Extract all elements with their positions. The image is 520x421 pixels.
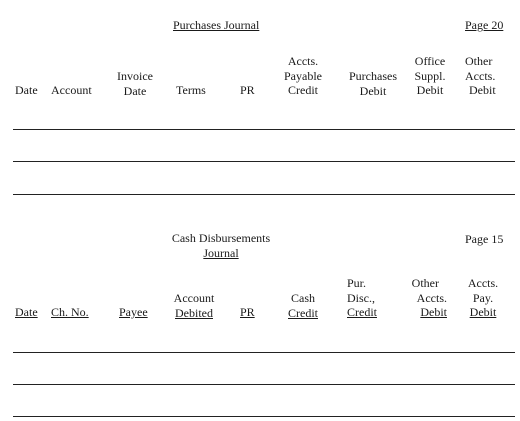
purchases-journal-page: Page 20 (465, 18, 504, 32)
entry-line (13, 416, 515, 417)
col-accts-payable-credit: Accts. Payable Credit (284, 54, 322, 97)
entry-line (13, 161, 515, 162)
entry-line (13, 384, 515, 385)
col-account: Account (51, 83, 92, 97)
entry-line (13, 129, 515, 130)
col-other-accts-debit: Other Accts. Debit (411, 276, 447, 319)
col-account-debited: Account Debited (173, 291, 215, 320)
col-accts-payable-debit: Accts. Pay. Debit (467, 276, 499, 319)
col-payee: Payee (119, 305, 148, 319)
entry-line (13, 352, 515, 353)
col-invoice-date: Invoice Date (117, 69, 153, 98)
col-date: Date (15, 83, 38, 97)
col-check-no: Ch. No. (51, 305, 89, 319)
col-office-supplies-debit: Office Suppl. Debit (414, 54, 446, 97)
col-pr: PR (240, 305, 255, 319)
col-pr: PR (240, 83, 255, 97)
col-purchases-debit: Purchases Debit (349, 69, 397, 98)
col-purchase-discount-credit: Pur. Disc., Credit (347, 276, 377, 319)
col-date: Date (15, 305, 38, 319)
col-cash-credit: Cash Credit (288, 291, 318, 320)
col-other-accts-debit: Other Accts. Debit (465, 54, 496, 97)
cash-disbursements-page: Page 15 (465, 232, 504, 246)
purchases-journal-title: Purchases Journal (173, 18, 260, 32)
cash-disbursements-title: Cash Disbursements Journal (171, 231, 271, 260)
col-terms: Terms (176, 83, 206, 97)
entry-line (13, 194, 515, 195)
